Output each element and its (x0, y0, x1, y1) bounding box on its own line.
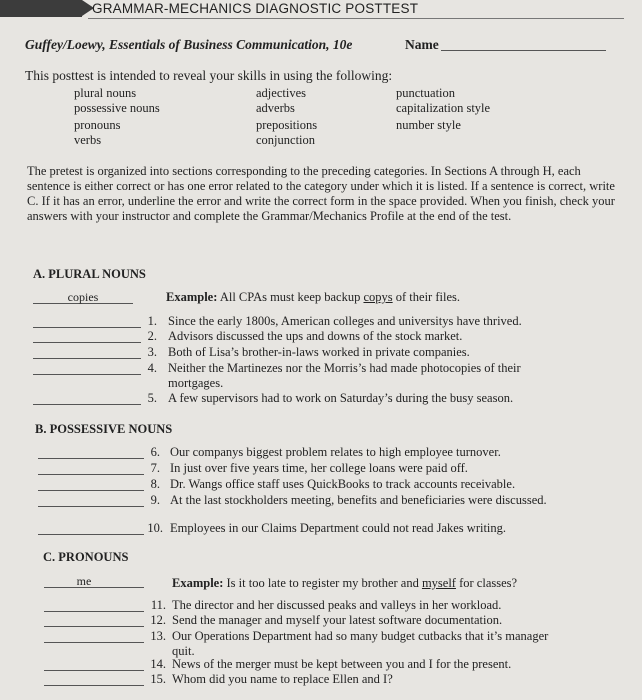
item-number: 5. (147, 391, 157, 405)
item-sentence: Neither the Martinezes nor the Morris’s had made photocopies of their mortgages. (168, 361, 521, 390)
item-sentence: In just over five years time, her college loans were paid off. (170, 461, 468, 475)
example-answer: copies (67, 290, 99, 304)
item-number: 12. (150, 613, 166, 627)
example-text: for classes? (455, 576, 518, 590)
item-sentence: A few supervisors had to work on Saturday’s during the busy season. (168, 391, 514, 405)
example-text: Is it too late to register my brother and (226, 576, 422, 590)
example-text: of their files. (392, 290, 460, 304)
item-number: 2. (147, 329, 157, 343)
item-sentence: Our companys biggest problem relates to high employee turnover. (170, 445, 501, 459)
item-sentence: Our Operations Department had so many budget cutbacks that it’s manager quit. (172, 629, 549, 658)
item-sentence: Advisors discussed the ups and downs of the stock market. (168, 329, 463, 343)
answer-blank-11[interactable] (44, 611, 144, 612)
item-sentence: Employees in our Claims Department could not read Jakes writing. (170, 521, 507, 535)
answer-blank-4[interactable] (33, 374, 141, 375)
answer-blank-14[interactable] (44, 670, 144, 671)
answer-blank-13[interactable] (44, 642, 144, 643)
skill-item: conjunction (256, 133, 316, 147)
answer-blank-1[interactable] (33, 327, 141, 328)
answer-blank-2[interactable] (33, 342, 141, 343)
name-label: Name (405, 37, 439, 52)
skill-item: punctuation (396, 86, 456, 100)
example-sentence (166, 290, 460, 305)
item-number: 6. (150, 445, 160, 459)
section-a-title: A. PLURAL NOUNS (33, 267, 146, 281)
example-label: Example: (166, 290, 218, 304)
header-banner-bar (0, 0, 82, 17)
skill-item: pronouns (74, 118, 121, 132)
answer-blank-7[interactable] (38, 474, 144, 475)
item-sentence: Whom did you name to replace Ellen and I? (172, 672, 393, 686)
item-sentence: News of the merger must be kept between you and I for the present. (172, 657, 512, 671)
skill-item: adjectives (256, 86, 306, 100)
example-error: myself (421, 576, 456, 590)
skill-item: prepositions (256, 118, 318, 132)
section-c-title: C. PRONOUNS (43, 550, 129, 564)
skill-item: adverbs (256, 101, 295, 115)
item-number: 9. (150, 493, 160, 507)
answer-blank-15[interactable] (44, 685, 144, 686)
answer-blank-10[interactable] (38, 534, 144, 535)
item-number: 13. (150, 629, 166, 643)
example-answer: me (76, 574, 92, 588)
item-sentence: Both of Lisa’s brother-in-laws worked in private companies. (168, 345, 470, 359)
example-sentence (172, 576, 517, 591)
answer-blank-8[interactable] (38, 490, 144, 491)
item-sentence: At the last stockholders meeting, benefits and beneficiaries were discussed. (170, 493, 547, 507)
item-number: 4. (147, 361, 157, 375)
item-number: 10. (147, 521, 163, 535)
page-title: GRAMMAR-MECHANICS DIAGNOSTIC POSTTEST (92, 1, 419, 16)
item-number: 14. (150, 657, 166, 671)
title-divider (88, 18, 624, 19)
example-label: Example: (172, 576, 224, 590)
answer-blank-12[interactable] (44, 626, 144, 627)
skill-item: verbs (74, 133, 102, 147)
skill-item: plural nouns (74, 86, 137, 100)
textbook-source: Guffey/Loewy, Essentials of Business Communication, 10e (25, 37, 353, 52)
item-number: 7. (150, 461, 160, 475)
answer-blank-6[interactable] (38, 458, 144, 459)
item-sentence: Since the early 1800s, American colleges and universitys have thrived. (168, 314, 522, 328)
name-field[interactable] (441, 50, 606, 51)
instructions-paragraph: The pretest is organized into sections corresponding to the preceding categories. In Sections A through H, each sentence is either correct or has one error related to the category under which it is listed. If a sentence is correct, write C. If it has an error, underline the error and write the correct form in the space provided. When you finish, check your answers with your instructor and complete the Grammar/Mechanics Profile at the end of the test. (27, 164, 615, 223)
skill-item: capitalization style (396, 101, 491, 115)
item-sentence: Dr. Wangs office staff uses QuickBooks to track accounts receivable. (170, 477, 516, 491)
answer-blank-9[interactable] (38, 506, 144, 507)
example-error: copys (363, 290, 393, 304)
item-sentence: Send the manager and myself your latest software documentation. (172, 613, 503, 627)
item-sentence: The director and her discussed peaks and valleys in her workload. (172, 598, 502, 612)
skill-item: possessive nouns (74, 101, 160, 115)
section-b-title: B. POSSESSIVE NOUNS (35, 422, 173, 436)
item-number: 15. (150, 672, 166, 686)
item-number: 3. (147, 345, 157, 359)
example-text: All CPAs must keep backup (219, 290, 364, 304)
skill-item: number style (396, 118, 461, 132)
item-number: 11. (150, 598, 166, 612)
item-number: 8. (150, 477, 160, 491)
intro-text: This posttest is intended to reveal your skills in using the following: (25, 68, 393, 83)
item-number: 1. (147, 314, 157, 328)
answer-blank-5[interactable] (33, 404, 141, 405)
answer-blank-3[interactable] (33, 358, 141, 359)
